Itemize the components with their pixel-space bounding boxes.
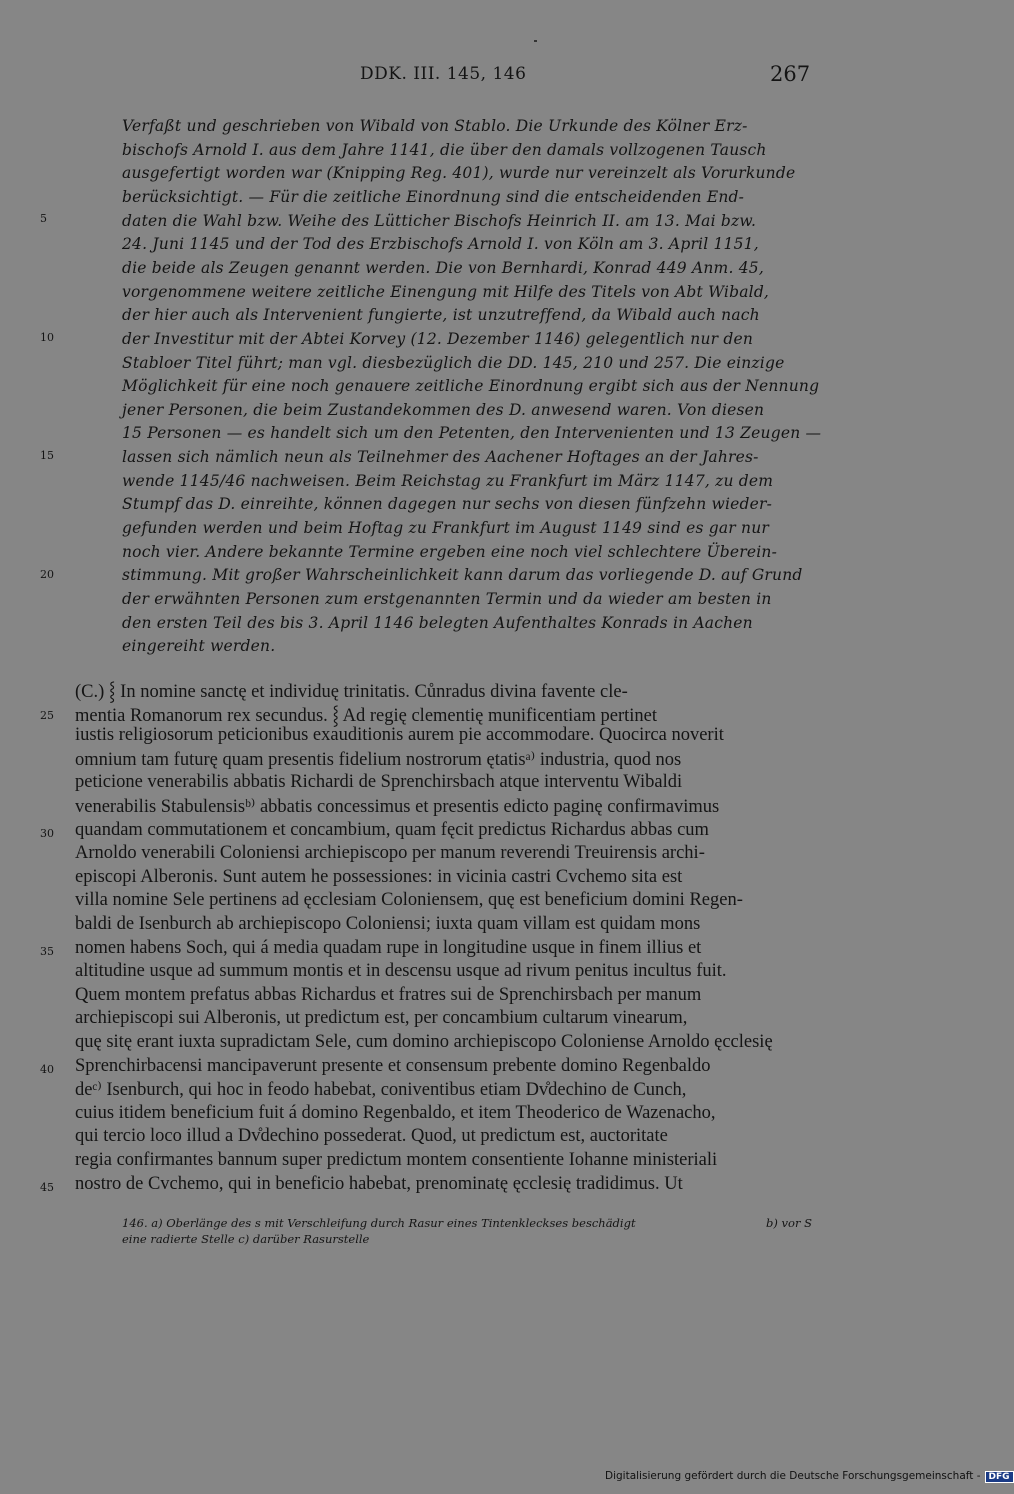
charter-line: baldi de Isenburch ab archiepiscopo Coloniensi; iuxta quam villam est quidam mons: [75, 914, 701, 934]
credit-text: Digitalisierung gefördert durch die Deutsche Forschungsgemeinschaft -: [605, 1470, 981, 1482]
commentary-line: lassen sich nämlich neun als Teilnehmer des Aachener Hoftages an der Jahres-: [122, 448, 759, 467]
line-number: 40: [40, 1063, 54, 1076]
charter-line: quę sitę erant iuxta supradictam Sele, cum domino archiepiscopo Coloniense Arnoldo ęcclesię: [75, 1032, 773, 1052]
charter-line: cuius itidem beneficium fuit á domino Regenbaldo, et item Theoderico de Wazenacho,: [75, 1102, 716, 1123]
commentary-line: jener Personen, die beim Zustandekommen des D. anwesend waren. Von diesen: [122, 400, 765, 419]
footnote-text: 146. a) Oberlänge des s mit Verschleifung durch Rasur eines Tintenkleckses beschädigt: [122, 1216, 636, 1230]
commentary-line: vorgenommene weitere zeitliche Einengung mit Hilfe des Titels von Abt Wibald,: [122, 282, 770, 301]
line-number: 15: [40, 449, 54, 462]
commentary-line: berücksichtigt. — Für die zeitliche Einordnung sind die entscheidenden End-: [122, 187, 745, 206]
running-head: DDK. III. 145, 146: [360, 64, 527, 84]
commentary-line: Stumpf das D. einreihte, können dagegen nur sechs von diesen fünfzehn wieder-: [122, 495, 773, 514]
commentary-line: Stabloer Titel führt; man vgl. diesbezüglich die DD. 145, 210 und 257. Die einzige: [122, 353, 785, 372]
line-number: 25: [40, 709, 54, 722]
charter-line: episcopi Alberonis. Sunt autem he possessiones: in vicinia castri Cvchemo sita est: [75, 866, 683, 887]
line-number: 5: [40, 212, 47, 225]
charter-line: quandam commutationem et concambium, quam fęcit predictus Richardus abbas cum: [75, 819, 709, 840]
charter-line: nomen habens Soch, qui á media quadam rupe in longitudine usque in finem illius et: [75, 937, 702, 958]
commentary-line: eingereiht werden.: [122, 637, 276, 656]
footnote-line: [122, 1216, 812, 1232]
charter-line: iustis religiosorum peticionibus exauditionis aurem pie accommodare. Quocirca noverit: [75, 725, 724, 746]
commentary-line: 15 Personen — es handelt sich um den Petenten, den Intervenienten und 13 Zeugen —: [122, 424, 822, 443]
commentary-line: ausgefertigt worden war (Knipping Reg. 401), wurde nur vereinzelt als Vorurkunde: [122, 164, 796, 183]
charter-line: omnium tam futurę quam presentis fidelium nostrorum ętatisᵃ⁾ industria, quod nos: [75, 749, 682, 770]
commentary-line: den ersten Teil des bis 3. April 1146 belegten Aufenthaltes Konrads in Aachen: [122, 613, 753, 632]
commentary-line: die beide als Zeugen genannt werden. Die von Bernhardi, Konrad 449 Anm. 45,: [122, 258, 764, 277]
commentary-line: daten die Wahl bzw. Weihe des Lütticher Bischofs Heinrich II. am 13. Mai bzw.: [122, 211, 757, 230]
commentary-line: stimmung. Mit großer Wahrscheinlichkeit kann darum das vorliegende D. auf Grund: [122, 566, 803, 585]
charter-line: Arnoldo venerabili Coloniensi archiepiscopo per manum reverendi Treuirensis archi-: [75, 843, 705, 864]
line-number: 30: [40, 827, 54, 840]
commentary-line: 24. Juni 1145 und der Tod des Erzbischofs Arnold I. von Köln am 3. April 1151,: [122, 235, 759, 254]
charter-line: (C.) ⸾ In nomine sanctę et individuę trinitatis. Cůnradus divina favente cle-: [75, 682, 628, 702]
charter-line: deᶜ⁾ Isenburch, qui hoc in feodo habebat, coniventibus etiam Dv̊dechino de Cunch,: [75, 1080, 687, 1101]
charter-line: nostro de Cvchemo, qui in beneficio habebat, prenominatę ęcclesię tradidimus. Ut: [75, 1173, 683, 1194]
charter-line: venerabilis Stabulensisᵇ⁾ abbatis concessimus et presentis edicto paginę confirmavimus: [75, 797, 720, 817]
page-number: 267: [770, 62, 811, 86]
charter-line: Sprenchirbacensi mancipaverunt presente et consensum prebente domino Regenbaldo: [75, 1055, 711, 1076]
charter-line: altitudine usque ad summum montis et in descensu usque ad rivum penitus incultus fuit.: [75, 961, 727, 982]
commentary-line: Möglichkeit für eine noch genauere zeitliche Einordnung ergibt sich aus der Nennung: [122, 377, 820, 396]
charter-line: archiepiscopi sui Alberonis, ut predictum est, per concambium cultarum vinearum,: [75, 1008, 688, 1029]
commentary-line: der erwähnten Personen zum erstgenannten Termin und da wieder am besten in: [122, 590, 772, 608]
charter-line: peticione venerabilis abbatis Richardi de Sprenchirsbach atque interventu Wibaldi: [75, 772, 683, 793]
charter-line: Quem montem prefatus abbas Richardus et fratres sui de Sprenchirsbach per manum: [75, 984, 702, 1005]
charter-line: mentia Romanorum rex secundus. ⸾ Ad regię clementię munificentiam pertinet: [75, 705, 658, 726]
commentary-line: gefunden werden und beim Hoftag zu Frankfurt im August 1149 sind es gar nur: [122, 519, 770, 538]
scan-speck: [534, 40, 537, 42]
line-number: 20: [40, 568, 54, 581]
commentary-line: noch vier. Andere bekannte Termine ergeben eine noch viel schlechtere Überein-: [122, 542, 778, 561]
charter-line: regia confirmantes bannum super predictum montem consentiente Iohanne ministeriali: [75, 1150, 718, 1170]
charter-line: qui tercio loco illud a Dv̊dechino possederat. Quod, ut predictum est, auctoritate: [75, 1126, 668, 1147]
line-number: 45: [40, 1181, 54, 1194]
dfg-credit: [605, 1470, 1010, 1484]
line-number: 35: [40, 945, 54, 958]
charter-line: villa nomine Sele pertinens ad ęcclesiam Coloniensem, quę est beneficium domini Regen-: [75, 890, 743, 911]
commentary-line: wende 1145/46 nachweisen. Beim Reichstag zu Frankfurt im März 1147, zu dem: [122, 471, 774, 490]
commentary-line: der Investitur mit der Abtei Korvey (12. Dezember 1146) gelegentlich nur den: [122, 329, 754, 348]
footnote-line: eine radierte Stelle c) darüber Rasurstelle: [122, 1232, 370, 1246]
commentary-line: bischofs Arnold I. aus dem Jahre 1141, die über den damals vollzogenen Tausch: [122, 140, 767, 159]
line-number: 10: [40, 331, 54, 344]
footnote-text: b) vor S: [766, 1216, 812, 1230]
dfg-logo: DFG: [985, 1471, 1014, 1483]
commentary-line: Verfaßt und geschrieben von Wibald von Stablo. Die Urkunde des Kölner Erz-: [122, 117, 748, 135]
commentary-line: der hier auch als Intervenient fungierte, ist unzutreffend, da Wibald auch nach: [122, 306, 760, 325]
